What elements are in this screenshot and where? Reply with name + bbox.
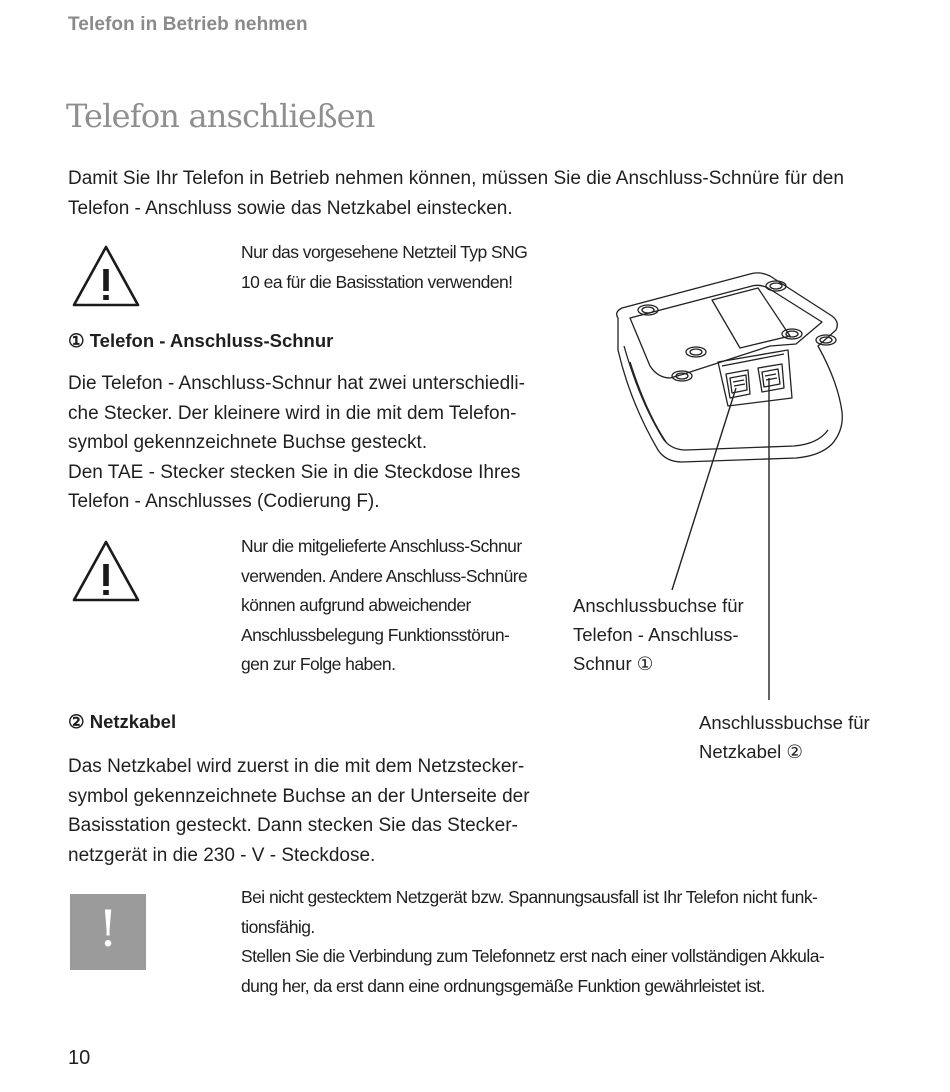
- note-line: Nur das vorgesehene Netzteil Typ SNG: [241, 242, 528, 262]
- callout-line: Schnur ①: [573, 653, 654, 674]
- note-line: Anschlussbelegung Funktionsstörun-: [241, 624, 510, 645]
- section-body-anschluss-schnur: [68, 369, 525, 517]
- body-line: Den TAE - Stecker stecken Sie in die Steckdose Ihres: [68, 461, 521, 483]
- section-heading-anschluss-schnur: ① Telefon - Anschluss-Schnur: [68, 330, 334, 351]
- intro-paragraph: [68, 164, 844, 223]
- body-line: symbol gekennzeichnete Buchse gesteckt.: [68, 432, 428, 453]
- body-line: netzgerät in die 230 - V - Steckdose.: [68, 844, 376, 866]
- warning-note-2: [241, 532, 527, 680]
- info-note: [241, 883, 824, 1001]
- callout-telefon-buchse: [573, 591, 744, 678]
- exclamation-symbol: !: [97, 900, 119, 958]
- warning-triangle-icon: [70, 243, 142, 309]
- body-line: Die Telefon - Anschluss-Schnur hat zwei unterschiedli-: [68, 373, 525, 394]
- page-number: 10: [68, 1047, 91, 1069]
- running-head: Telefon in Betrieb nehmen: [68, 14, 308, 35]
- intro-line: Damit Sie Ihr Telefon in Betrieb nehmen können, müssen Sie die Anschluss-Schnüre für den: [68, 168, 844, 189]
- callout-line: Telefon - Anschluss-: [573, 624, 739, 645]
- body-line: che Stecker. Der kleinere wird in die mit dem Telefon-: [68, 402, 517, 424]
- body-line: Das Netzkabel wird zuerst in die mit dem Netzstecker-: [68, 756, 525, 777]
- note-line: verwenden. Andere Anschluss-Schnüre: [241, 565, 528, 586]
- note-line: tionsfähig.: [241, 916, 315, 937]
- note-line: dung her, da erst dann eine ordnungsgemäße Funktion gewährleistet ist.: [241, 975, 765, 996]
- callout-line: Netzkabel ②: [699, 741, 803, 762]
- note-line: Stellen Sie die Verbindung zum Telefonnetz erst nach einer vollständigen Akkula-: [241, 946, 825, 966]
- callout-line: Anschlussbuchse für: [573, 595, 744, 616]
- section-body-netzkabel: [68, 752, 530, 870]
- warning-triangle-icon: [70, 538, 142, 604]
- note-line: gen zur Folge haben.: [241, 654, 396, 674]
- intro-line: Telefon - Anschluss sowie das Netzkabel einstecken.: [68, 197, 513, 219]
- body-line: symbol gekennzeichnete Buchse an der Unterseite der: [68, 785, 530, 807]
- callout-line: Anschlussbuchse für: [699, 712, 870, 733]
- body-line: Basisstation gesteckt. Dann stecken Sie das Stecker-: [68, 815, 518, 836]
- section-heading-netzkabel: ② Netzkabel: [68, 711, 177, 732]
- note-line: 10 ea für die Basisstation verwenden!: [241, 271, 513, 292]
- page-title: Telefon anschließen: [66, 97, 375, 135]
- note-line: können aufgrund abweichender: [241, 595, 471, 615]
- exclamation-box-icon: [70, 894, 146, 970]
- body-line: Telefon - Anschlusses (Codierung F).: [68, 491, 380, 512]
- warning-note-1: [241, 238, 527, 297]
- callout-netzkabel-buchse: [699, 708, 870, 766]
- note-line: Nur die mitgelieferte Anschluss-Schnur: [241, 536, 522, 556]
- note-line: Bei nicht gestecktem Netzgerät bzw. Spannungsausfall ist Ihr Telefon nicht funk-: [241, 887, 818, 907]
